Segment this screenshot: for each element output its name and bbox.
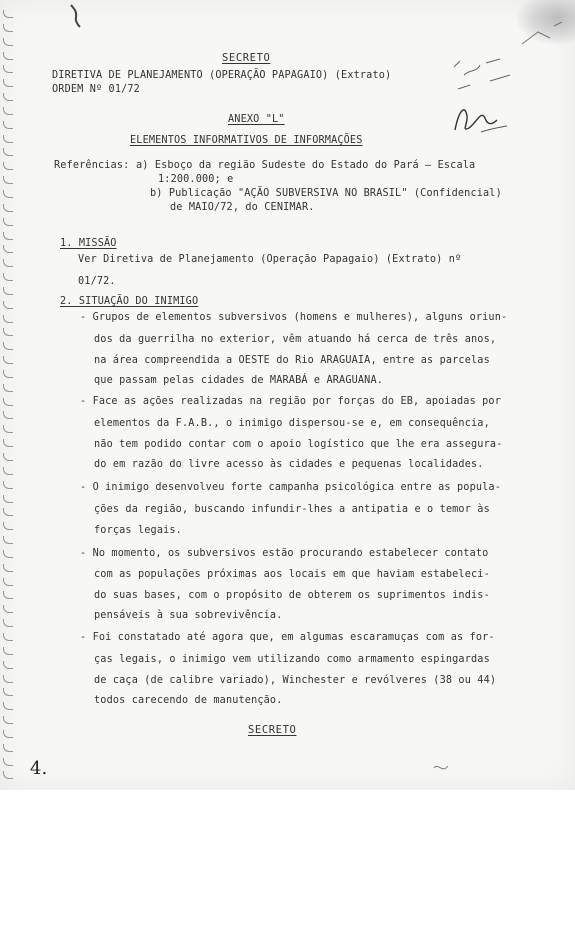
enemy-paragraph-line: - No momento, os subversivos estão procurando estabelecer contato (80, 548, 489, 559)
reference-item: de MAIO/72, do CENIMAR. (170, 202, 315, 213)
handwritten-note (450, 55, 520, 100)
mission-text-line: 01/72. (78, 276, 116, 287)
reference-item: b) Publicação "AÇÃO SUBVERSIVA NO BRASIL" (Confidencial) (150, 188, 502, 199)
references-label: Referências: (54, 160, 130, 171)
enemy-paragraph-line: forças legais. (94, 525, 182, 536)
enemy-paragraph-line: pensáveis à sua sobrevivência. (94, 610, 283, 621)
enemy-paragraph-line: do em razão do livre acesso às cidades e pequenas localidades. (94, 459, 484, 470)
page-number: 4. (30, 758, 48, 779)
reference-item: 1:200.000; e (158, 174, 234, 185)
order-line: ORDEM Nº 01/72 (52, 84, 140, 95)
binder-hole-marks (0, 10, 18, 780)
bottom-classification: SECRETO (248, 724, 297, 736)
enemy-paragraph-line: elementos da F.A.B., o inimigo dispersou-se e, em consequência, (94, 418, 490, 429)
mission-heading: 1. MISSÃO (60, 238, 117, 249)
directive-line: DIRETIVA DE PLANEJAMENTO (OPERAÇÃO PAPAGAIO) (Extrato) (52, 70, 392, 81)
enemy-paragraph-line: - Foi constatado até agora que, em algumas escaramuças com as for- (80, 632, 495, 643)
enemy-paragraph-line: do suas bases, com o propósito de obterem os suprimentos indis- (94, 590, 490, 601)
enemy-paragraph-line: que passam pelas cidades de MARABÁ e ARAGUANA. (94, 375, 384, 386)
annex-subtitle: ELEMENTOS INFORMATIVOS DE INFORMAÇÕES (130, 135, 363, 146)
enemy-paragraph-line: de caça (de calibre variado), Winchester e revólveres (38 ou 44) (94, 675, 497, 686)
enemy-paragraph-line: - Grupos de elementos subversivos (homens e mulheres), alguns oriun- (80, 312, 508, 323)
enemy-heading: 2. SITUAÇÃO DO INIMIGO (60, 296, 199, 307)
enemy-paragraph-line: com as populações próximas aos locais em que haviam estabeleci- (94, 569, 490, 580)
reference-item: a) Esboço da região Sudeste do Estado do Pará – Escala (136, 160, 476, 171)
handwritten-note (430, 758, 470, 778)
enemy-paragraph-line: todos carecendo de manutenção. (94, 695, 283, 706)
enemy-paragraph-line: não tem podido contar com o apoio logístico que lhe era assegura- (94, 439, 503, 450)
handwritten-signature (451, 100, 511, 140)
handwritten-note (520, 20, 565, 50)
annex-title: ANEXO "L" (228, 114, 285, 125)
enemy-paragraph-line: ções da região, buscando infundir-lhes a antipatia e o temor às (94, 504, 490, 515)
enemy-paragraph-line: - O inimigo desenvolveu forte campanha psicológica entre as popula- (80, 482, 501, 493)
top-classification: SECRETO (222, 52, 271, 64)
enemy-paragraph-line: - Face as ações realizadas na região por forças do EB, apoiadas por (80, 396, 501, 407)
enemy-paragraph-line: dos da guerrilha no exterior, vêm atuando há cerca de três anos, (94, 334, 497, 345)
ink-smudge-mark (68, 3, 82, 29)
enemy-paragraph-line: na área compreendida a OESTE do Rio ARAGUAIA, entre as parcelas (94, 355, 490, 366)
enemy-paragraph-line: ças legais, o inimigo vem utilizando como armamento espingardas (94, 654, 490, 665)
mission-text-line: Ver Diretiva de Planejamento (Operação Papagaio) (Extrato) nº (78, 254, 462, 265)
